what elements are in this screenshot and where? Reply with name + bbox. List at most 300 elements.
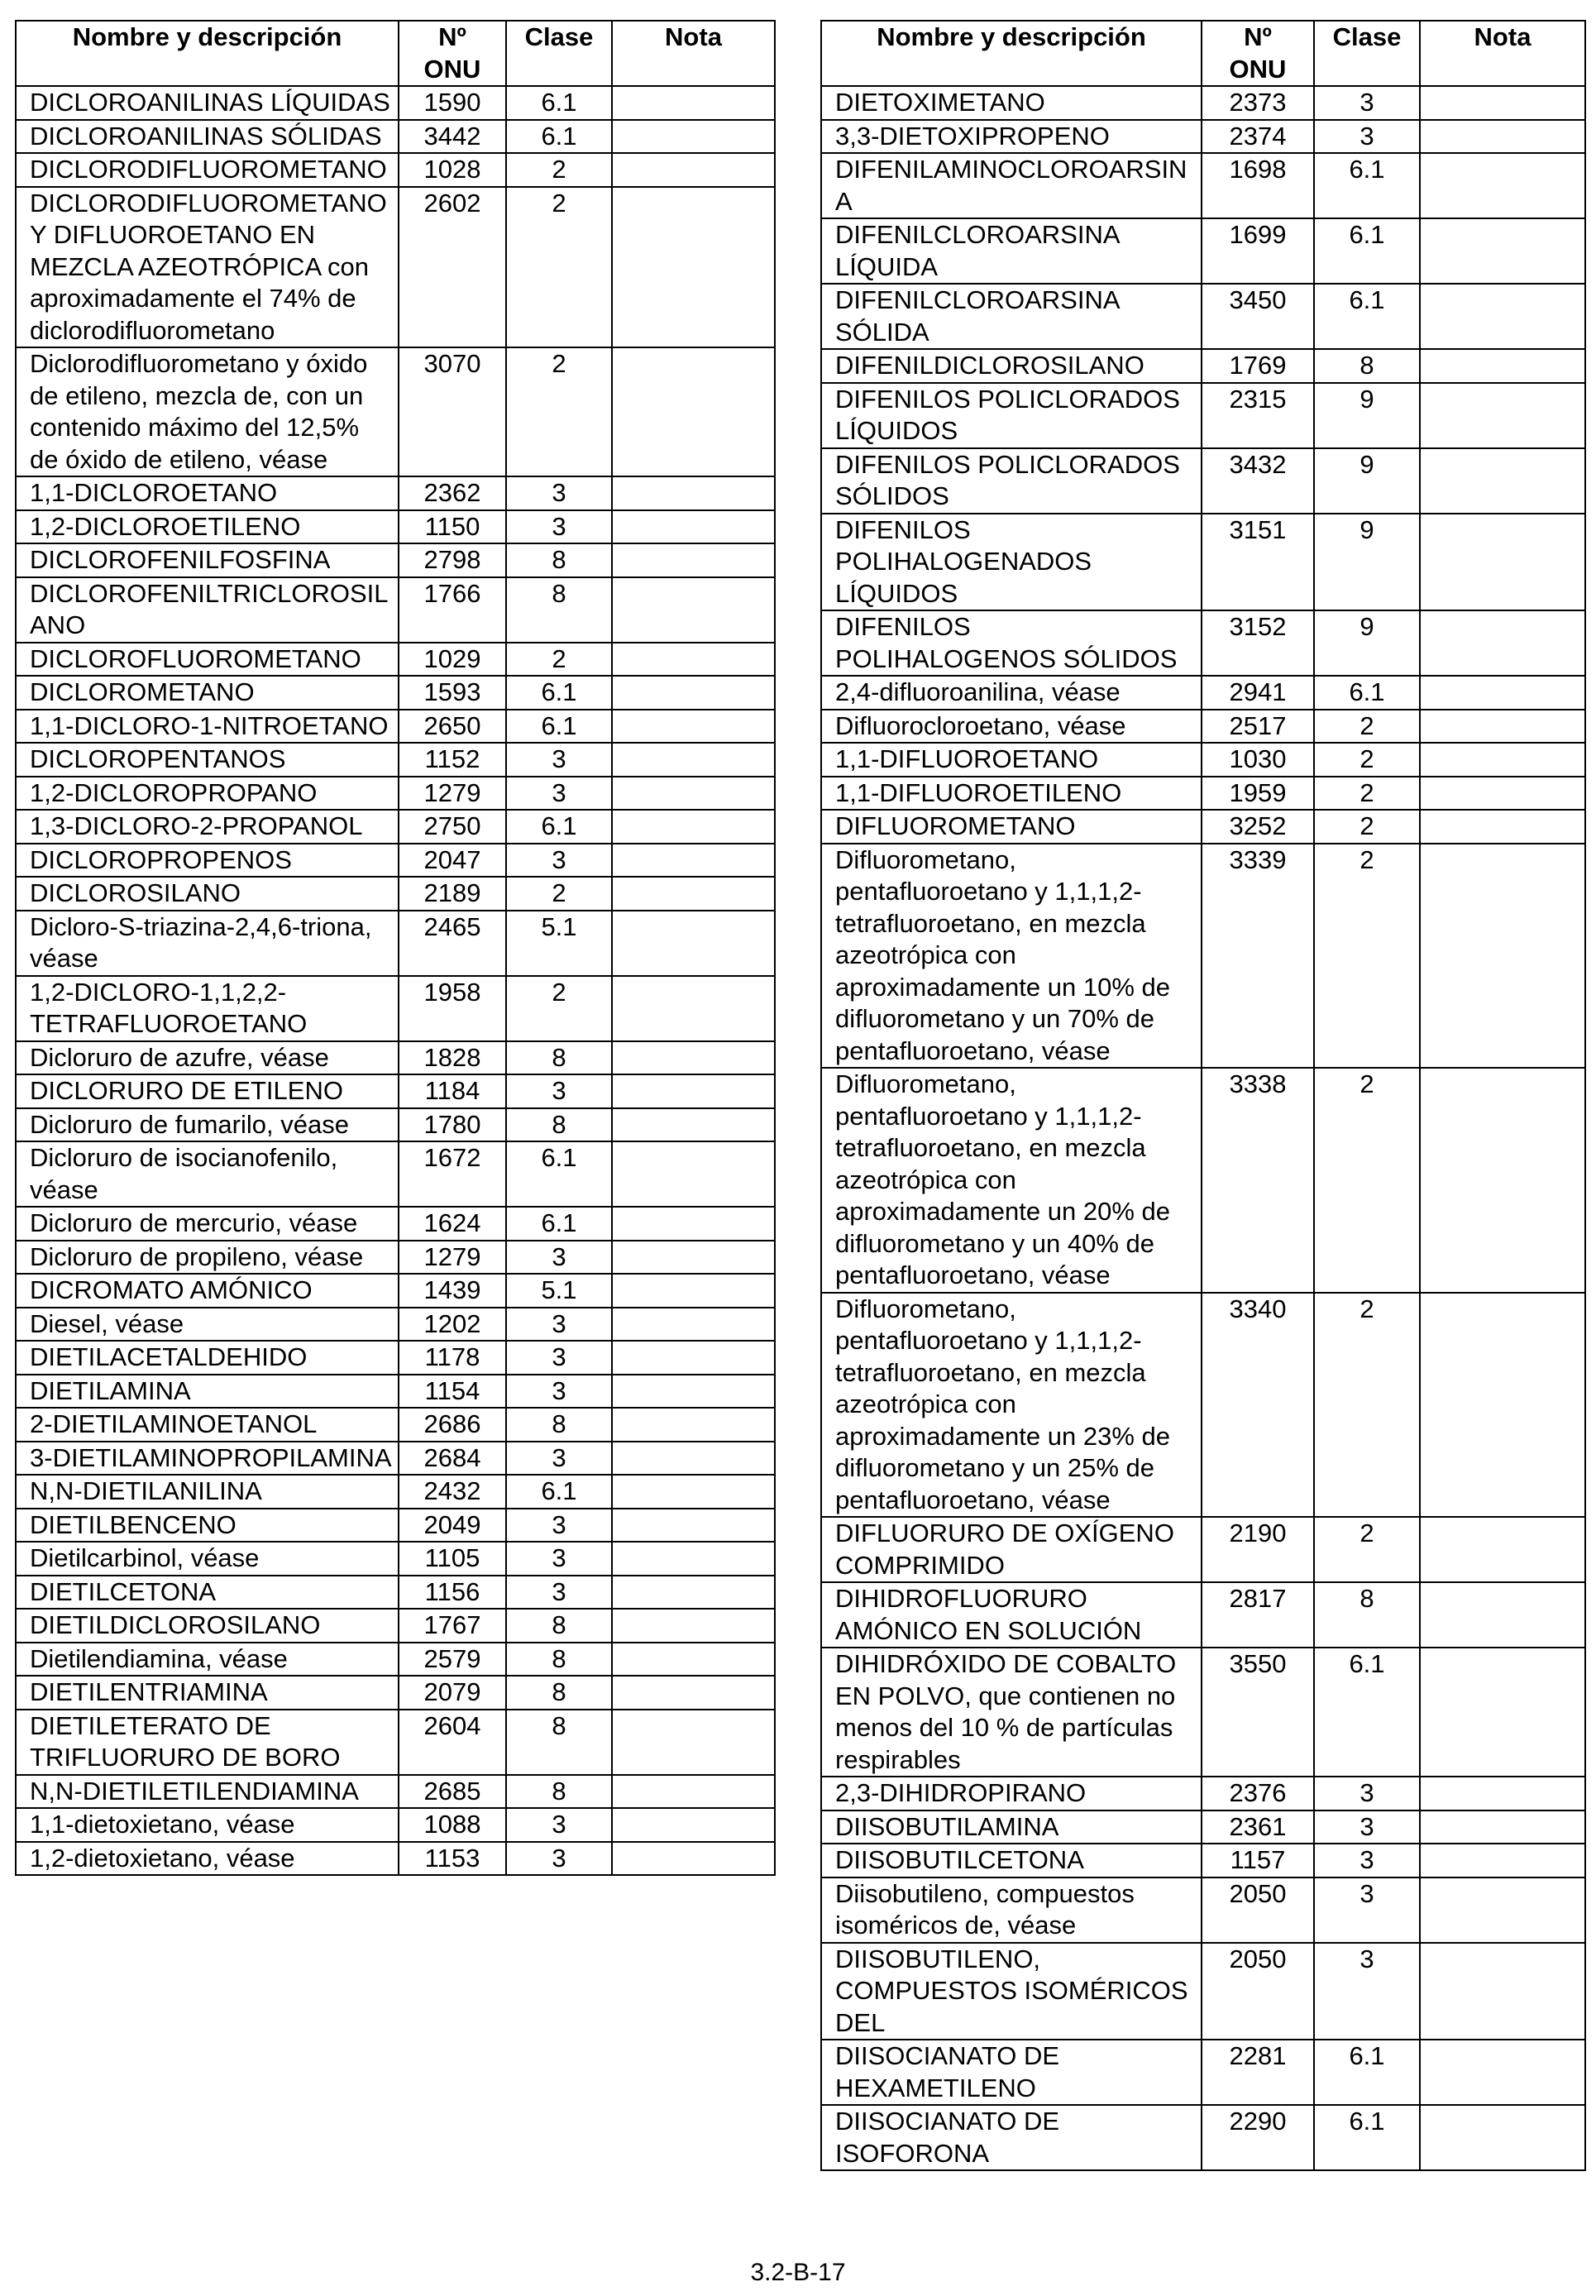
cell-clase: 3: [1314, 1943, 1420, 2040]
cell-clase: 3: [1314, 86, 1420, 120]
cell-name: 1,1-DICLORO-1-NITROETANO: [16, 710, 399, 744]
cell-nota: [612, 710, 775, 744]
cell-name: DIFLUORURO DE OXÍGENO COMPRIMIDO: [821, 1517, 1202, 1582]
cell-clase: 6.1: [506, 676, 612, 710]
cell-onu: 3340: [1202, 1293, 1314, 1518]
cell-nota: [612, 187, 775, 348]
cell-onu: 2798: [399, 543, 506, 577]
header-onu-line1: Nº: [438, 22, 466, 51]
cell-name: 3,3-DIETOXIPROPENO: [821, 120, 1202, 154]
cell-name: DIETOXIMETANO: [821, 86, 1202, 120]
table-row: [16, 1442, 775, 1476]
cell-nota: [612, 1041, 775, 1075]
cell-onu: 3432: [1202, 448, 1314, 514]
cell-name: Dicloruro de azufre, véase: [16, 1041, 399, 1075]
cell-clase: 3: [1314, 1877, 1420, 1943]
cell-name: DICLOROFENILTRICLOROSILANO: [16, 577, 399, 643]
cell-name: DIETILDICLOROSILANO: [16, 1609, 399, 1643]
cell-name: DIISOBUTILENO, COMPUESTOS ISOMÉRICOS DEL: [821, 1943, 1202, 2040]
cell-name: 1,1-DICLOROETANO: [16, 476, 399, 510]
cell-nota: [612, 777, 775, 811]
table-row: [16, 1041, 775, 1075]
table-row: [821, 844, 1585, 1069]
table-row: [16, 844, 775, 878]
cell-nota: [1420, 2040, 1585, 2105]
header-onu-line2: ONU: [1229, 54, 1287, 84]
cell-nota: [612, 911, 775, 976]
cell-onu: 3339: [1202, 844, 1314, 1069]
cell-nota: [612, 1542, 775, 1576]
cell-nota: [612, 1375, 775, 1409]
cell-nota: [612, 810, 775, 844]
table-row: [16, 1241, 775, 1275]
table-row: [16, 643, 775, 677]
cell-name: DIETILBENCENO: [16, 1509, 399, 1543]
cell-onu: 2685: [399, 1775, 506, 1809]
cell-nota: [1420, 2105, 1585, 2170]
cell-clase: 3: [1314, 1777, 1420, 1810]
left-table-body: [16, 86, 775, 1875]
cell-onu: 1157: [1202, 1844, 1314, 1877]
cell-nota: [612, 577, 775, 643]
cell-nota: [612, 844, 775, 878]
cell-name: 1,3-DICLORO-2-PROPANOL: [16, 810, 399, 844]
table-row: [821, 1943, 1585, 2040]
cell-onu: 3338: [1202, 1068, 1314, 1293]
cell-name: DICLOROANILINAS SÓLIDAS: [16, 120, 399, 154]
cell-nota: [1420, 1648, 1585, 1777]
table-row: [16, 1542, 775, 1576]
cell-onu: 2290: [1202, 2105, 1314, 2170]
cell-nota: [612, 1108, 775, 1142]
cell-onu: 1828: [399, 1041, 506, 1075]
cell-name: 1,2-DICLOROPROPANO: [16, 777, 399, 811]
cell-onu: 1958: [399, 976, 506, 1041]
table-row: [16, 153, 775, 187]
cell-clase: 6.1: [1314, 1648, 1420, 1777]
cell-onu: 2686: [399, 1408, 506, 1442]
table-row: [16, 1842, 775, 1876]
cell-clase: 2: [1314, 777, 1420, 811]
cell-clase: 3: [506, 844, 612, 878]
cell-onu: 1178: [399, 1341, 506, 1375]
table-row: [821, 1648, 1585, 1777]
cell-onu: 1105: [399, 1542, 506, 1576]
table-row: [16, 710, 775, 744]
table-row: [821, 284, 1585, 349]
cell-onu: 2361: [1202, 1810, 1314, 1844]
cell-onu: 2579: [399, 1643, 506, 1677]
cell-onu: 2465: [399, 911, 506, 976]
cell-clase: 9: [1314, 610, 1420, 676]
table-row: [821, 743, 1585, 777]
cell-name: DIFENILCLOROARSINA LÍQUIDA: [821, 218, 1202, 284]
cell-nota: [1420, 1068, 1585, 1293]
cell-onu: 1439: [399, 1274, 506, 1308]
cell-nota: [1420, 349, 1585, 383]
cell-name: DIETILACETALDEHIDO: [16, 1341, 399, 1375]
cell-onu: 1156: [399, 1576, 506, 1610]
cell-clase: 3: [506, 1375, 612, 1409]
cell-clase: 2: [506, 877, 612, 911]
table-row: [821, 1777, 1585, 1810]
table-row: [16, 1509, 775, 1543]
cell-nota: [612, 1710, 775, 1775]
cell-onu: 2517: [1202, 710, 1314, 744]
cell-name: 1,1-dietoxietano, véase: [16, 1808, 399, 1842]
cell-nota: [1420, 120, 1585, 154]
cell-name: Difluorometano, pentafluoroetano y 1,1,1,2-tetrafluoroetano, en mezcla azeotrópica con aproximadamente un 23% de difluorometano y un 25% de pentafluoroetano, véase: [821, 1293, 1202, 1518]
cell-onu: 1184: [399, 1074, 506, 1108]
page-number: 3.2-B-17: [750, 2259, 846, 2286]
cell-onu: 2079: [399, 1676, 506, 1710]
cell-onu: 2315: [1202, 383, 1314, 448]
cell-name: N,N-DIETILANILINA: [16, 1475, 399, 1509]
cell-onu: 2050: [1202, 1877, 1314, 1943]
cell-clase: 6.1: [506, 810, 612, 844]
cell-nota: [612, 1207, 775, 1241]
cell-name: Dicloruro de fumarilo, véase: [16, 1108, 399, 1142]
cell-onu: 3450: [1202, 284, 1314, 349]
table-row: [821, 1844, 1585, 1877]
cell-name: DICLORURO DE ETILENO: [16, 1074, 399, 1108]
cell-name: DIHIDRÓXIDO DE COBALTO EN POLVO, que contienen no menos del 10 % de partículas respirables: [821, 1648, 1202, 1777]
cell-clase: 6.1: [1314, 676, 1420, 710]
cell-name: Diclorodifluorometano y óxido de etileno, mezcla de, con un contenido máximo del 12,5% de óxido de etileno, véase: [16, 347, 399, 476]
cell-onu: 3151: [1202, 514, 1314, 611]
table-row: [16, 577, 775, 643]
table-row: [821, 86, 1585, 120]
cell-name: DIISOCIANATO DE ISOFORONA: [821, 2105, 1202, 2170]
cell-clase: 6.1: [1314, 2040, 1420, 2105]
cell-name: Diisobutileno, compuestos isoméricos de, véase: [821, 1877, 1202, 1943]
cell-clase: 9: [1314, 448, 1420, 514]
cell-onu: 2941: [1202, 676, 1314, 710]
table-row: [821, 676, 1585, 710]
table-row: [16, 120, 775, 154]
table-row: [16, 1341, 775, 1375]
cell-onu: 2602: [399, 187, 506, 348]
cell-name: Difluorometano, pentafluoroetano y 1,1,1,2-tetrafluoroetano, en mezcla azeotrópica con aproximadamente un 10% de difluorometano y un 70% de pentafluoroetano, véase: [821, 844, 1202, 1069]
cell-clase: 3: [506, 1576, 612, 1610]
header-clase: Clase: [1314, 21, 1420, 86]
cell-nota: [612, 1576, 775, 1610]
cell-clase: 8: [506, 1676, 612, 1710]
table-row: [16, 1676, 775, 1710]
cell-name: 2-DIETILAMINOETANOL: [16, 1408, 399, 1442]
cell-clase: 3: [506, 1442, 612, 1476]
cell-name: DICLORODIFLUOROMETANO: [16, 153, 399, 187]
cell-name: DIETILCETONA: [16, 1576, 399, 1610]
header-name: Nombre y descripción: [16, 21, 399, 86]
cell-nota: [1420, 710, 1585, 744]
table-row: [821, 610, 1585, 676]
cell-onu: 1959: [1202, 777, 1314, 811]
cell-name: Dicloro-S-triazina-2,4,6-triona, véase: [16, 911, 399, 976]
cell-name: 1,1-DIFLUOROETANO: [821, 743, 1202, 777]
table-row: [821, 120, 1585, 154]
cell-nota: [612, 153, 775, 187]
cell-nota: [612, 86, 775, 120]
left-dangerous-goods-table: [15, 20, 776, 1876]
cell-name: DIISOBUTILAMINA: [821, 1810, 1202, 1844]
cell-name: 1,1-DIFLUOROETILENO: [821, 777, 1202, 811]
cell-clase: 6.1: [1314, 2105, 1420, 2170]
cell-nota: [1420, 1943, 1585, 2040]
table-header-row: [821, 21, 1585, 86]
cell-name: DIFLUOROMETANO: [821, 810, 1202, 844]
table-row: [16, 1207, 775, 1241]
cell-name: DICLOROPROPENOS: [16, 844, 399, 878]
cell-onu: 1769: [1202, 349, 1314, 383]
cell-clase: 8: [506, 1408, 612, 1442]
cell-clase: 2: [1314, 810, 1420, 844]
cell-onu: 2049: [399, 1509, 506, 1543]
cell-name: Dicloruro de propileno, véase: [16, 1241, 399, 1275]
cell-onu: 2432: [399, 1475, 506, 1509]
cell-clase: 8: [506, 1108, 612, 1142]
cell-nota: [612, 1475, 775, 1509]
cell-onu: 1150: [399, 510, 506, 544]
cell-nota: [1420, 284, 1585, 349]
cell-onu: 3550: [1202, 1648, 1314, 1777]
cell-clase: 3: [1314, 1844, 1420, 1877]
cell-nota: [1420, 1777, 1585, 1810]
cell-onu: 2047: [399, 844, 506, 878]
cell-name: Dicloruro de isocianofenilo, véase: [16, 1141, 399, 1207]
cell-clase: 6.1: [1314, 284, 1420, 349]
cell-onu: 3442: [399, 120, 506, 154]
cell-nota: [1420, 1810, 1585, 1844]
cell-clase: 3: [506, 1808, 612, 1842]
cell-onu: 2750: [399, 810, 506, 844]
cell-name: 1,2-DICLORO-1,1,2,2-TETRAFLUOROETANO: [16, 976, 399, 1041]
table-row: [16, 1108, 775, 1142]
cell-nota: [612, 1274, 775, 1308]
cell-nota: [612, 510, 775, 544]
cell-onu: 1279: [399, 1241, 506, 1275]
cell-clase: 2: [506, 187, 612, 348]
cell-nota: [612, 1141, 775, 1207]
table-row: [821, 218, 1585, 284]
cell-nota: [1420, 86, 1585, 120]
cell-clase: 3: [506, 1074, 612, 1108]
cell-name: 2,3-DIHIDROPIRANO: [821, 1777, 1202, 1810]
cell-nota: [612, 643, 775, 677]
table-row: [16, 1475, 775, 1509]
cell-name: DICLOROANILINAS LÍQUIDAS: [16, 86, 399, 120]
cell-clase: 2: [506, 347, 612, 476]
cell-clase: 3: [506, 1341, 612, 1375]
table-row: [16, 86, 775, 120]
cell-onu: 1699: [1202, 218, 1314, 284]
table-row: [16, 911, 775, 976]
cell-name: DICLOROPENTANOS: [16, 743, 399, 777]
cell-nota: [612, 1842, 775, 1876]
table-row: [821, 1293, 1585, 1518]
cell-name: DIFENILAMINOCLOROARSINA: [821, 153, 1202, 218]
cell-clase: 3: [506, 1241, 612, 1275]
cell-nota: [612, 1408, 775, 1442]
cell-clase: 2: [1314, 710, 1420, 744]
cell-onu: 1279: [399, 777, 506, 811]
cell-name: Dicloruro de mercurio, véase: [16, 1207, 399, 1241]
table-row: [16, 187, 775, 348]
cell-nota: [1420, 844, 1585, 1069]
cell-nota: [612, 1808, 775, 1842]
cell-onu: 1624: [399, 1207, 506, 1241]
cell-name: DIFENILOS POLICLORADOS LÍQUIDOS: [821, 383, 1202, 448]
table-row: [16, 676, 775, 710]
cell-clase: 2: [1314, 844, 1420, 1069]
cell-clase: 5.1: [506, 911, 612, 976]
cell-clase: 3: [1314, 120, 1420, 154]
table-row: [16, 1609, 775, 1643]
cell-name: DIFENILOS POLIHALOGENOS SÓLIDOS: [821, 610, 1202, 676]
cell-nota: [1420, 1517, 1585, 1582]
table-row: [16, 1308, 775, 1342]
cell-clase: 2: [506, 643, 612, 677]
table-row: [821, 448, 1585, 514]
cell-clase: 8: [506, 1710, 612, 1775]
table-row: [16, 810, 775, 844]
table-row: [821, 2105, 1585, 2170]
cell-name: DICLOROMETANO: [16, 676, 399, 710]
cell-clase: 6.1: [1314, 153, 1420, 218]
cell-onu: 1698: [1202, 153, 1314, 218]
table-row: [16, 1643, 775, 1677]
table-row: [16, 777, 775, 811]
cell-onu: 3070: [399, 347, 506, 476]
cell-onu: 3152: [1202, 610, 1314, 676]
cell-nota: [612, 476, 775, 510]
cell-clase: 3: [506, 1542, 612, 1576]
cell-clase: 6.1: [506, 1207, 612, 1241]
cell-clase: 2: [1314, 1517, 1420, 1582]
header-onu: [1202, 21, 1314, 86]
cell-clase: 9: [1314, 383, 1420, 448]
table-row: [16, 877, 775, 911]
cell-name: Difluorocloroetano, véase: [821, 710, 1202, 744]
cell-clase: 8: [1314, 349, 1420, 383]
cell-nota: [1420, 777, 1585, 811]
header-name: Nombre y descripción: [821, 21, 1202, 86]
cell-onu: 1029: [399, 643, 506, 677]
cell-clase: 3: [506, 1842, 612, 1876]
table-row: [821, 1877, 1585, 1943]
table-row: [16, 510, 775, 544]
cell-clase: 8: [506, 577, 612, 643]
cell-name: DIISOBUTILCETONA: [821, 1844, 1202, 1877]
cell-clase: 2: [506, 976, 612, 1041]
cell-onu: 3252: [1202, 810, 1314, 844]
cell-onu: 2362: [399, 476, 506, 510]
cell-nota: [1420, 153, 1585, 218]
cell-clase: 8: [506, 1775, 612, 1809]
cell-clase: 3: [1314, 1810, 1420, 1844]
cell-clase: 8: [506, 1643, 612, 1677]
cell-clase: 5.1: [506, 1274, 612, 1308]
cell-nota: [612, 877, 775, 911]
cell-onu: 1030: [1202, 743, 1314, 777]
cell-onu: 1154: [399, 1375, 506, 1409]
cell-name: Diesel, véase: [16, 1308, 399, 1342]
cell-onu: 1780: [399, 1108, 506, 1142]
table-row: [16, 743, 775, 777]
header-nota: Nota: [612, 21, 775, 86]
cell-name: DIETILETERATO DE TRIFLUORURO DE BORO: [16, 1710, 399, 1775]
cell-clase: 6.1: [506, 86, 612, 120]
header-onu-line2: ONU: [423, 54, 481, 84]
cell-nota: [1420, 218, 1585, 284]
cell-clase: 2: [1314, 743, 1420, 777]
cell-onu: 2817: [1202, 1582, 1314, 1648]
cell-clase: 9: [1314, 514, 1420, 611]
cell-name: DICLORODIFLUOROMETANO Y DIFLUOROETANO EN MEZCLA AZEOTRÓPICA con aproximadamente el 74% de diclorodifluorometano: [16, 187, 399, 348]
cell-name: DIISOCIANATO DE HEXAMETILENO: [821, 2040, 1202, 2105]
cell-name: Dietilendiamina, véase: [16, 1643, 399, 1677]
cell-onu: 2374: [1202, 120, 1314, 154]
cell-onu: 1153: [399, 1842, 506, 1876]
cell-nota: [612, 1609, 775, 1643]
cell-nota: [612, 976, 775, 1041]
cell-name: 2,4-difluoroanilina, véase: [821, 676, 1202, 710]
cell-nota: [612, 1308, 775, 1342]
table-row: [16, 543, 775, 577]
table-row: [821, 1582, 1585, 1648]
cell-nota: [1420, 676, 1585, 710]
header-onu-line1: Nº: [1244, 22, 1272, 51]
table-row: [16, 1710, 775, 1775]
cell-nota: [612, 1241, 775, 1275]
cell-onu: 1088: [399, 1808, 506, 1842]
cell-onu: 2190: [1202, 1517, 1314, 1582]
table-row: [16, 1074, 775, 1108]
cell-onu: 1593: [399, 676, 506, 710]
cell-onu: 1766: [399, 577, 506, 643]
table-row: [821, 710, 1585, 744]
cell-name: DIFENILOS POLIHALOGENADOS LÍQUIDOS: [821, 514, 1202, 611]
cell-nota: [1420, 743, 1585, 777]
cell-nota: [612, 543, 775, 577]
cell-clase: 3: [506, 1308, 612, 1342]
cell-name: DIETILENTRIAMINA: [16, 1676, 399, 1710]
table-row: [821, 383, 1585, 448]
cell-onu: 1028: [399, 153, 506, 187]
cell-name: DICROMATO AMÓNICO: [16, 1274, 399, 1308]
table-row: [821, 810, 1585, 844]
cell-onu: 1672: [399, 1141, 506, 1207]
cell-nota: [1420, 514, 1585, 611]
cell-clase: 3: [506, 743, 612, 777]
cell-name: 1,2-DICLOROETILENO: [16, 510, 399, 544]
cell-clase: 6.1: [1314, 218, 1420, 284]
cell-name: DIETILAMINA: [16, 1375, 399, 1409]
right-table-body: [821, 86, 1585, 2170]
cell-onu: 2684: [399, 1442, 506, 1476]
cell-clase: 6.1: [506, 1475, 612, 1509]
cell-clase: 8: [1314, 1582, 1420, 1648]
table-row: [821, 777, 1585, 811]
table-row: [16, 1141, 775, 1207]
cell-nota: [1420, 1877, 1585, 1943]
cell-clase: 3: [506, 510, 612, 544]
header-clase: Clase: [506, 21, 612, 86]
cell-clase: 3: [506, 1509, 612, 1543]
cell-nota: [612, 1509, 775, 1543]
cell-clase: 2: [1314, 1293, 1420, 1518]
cell-name: 1,2-dietoxietano, véase: [16, 1842, 399, 1876]
